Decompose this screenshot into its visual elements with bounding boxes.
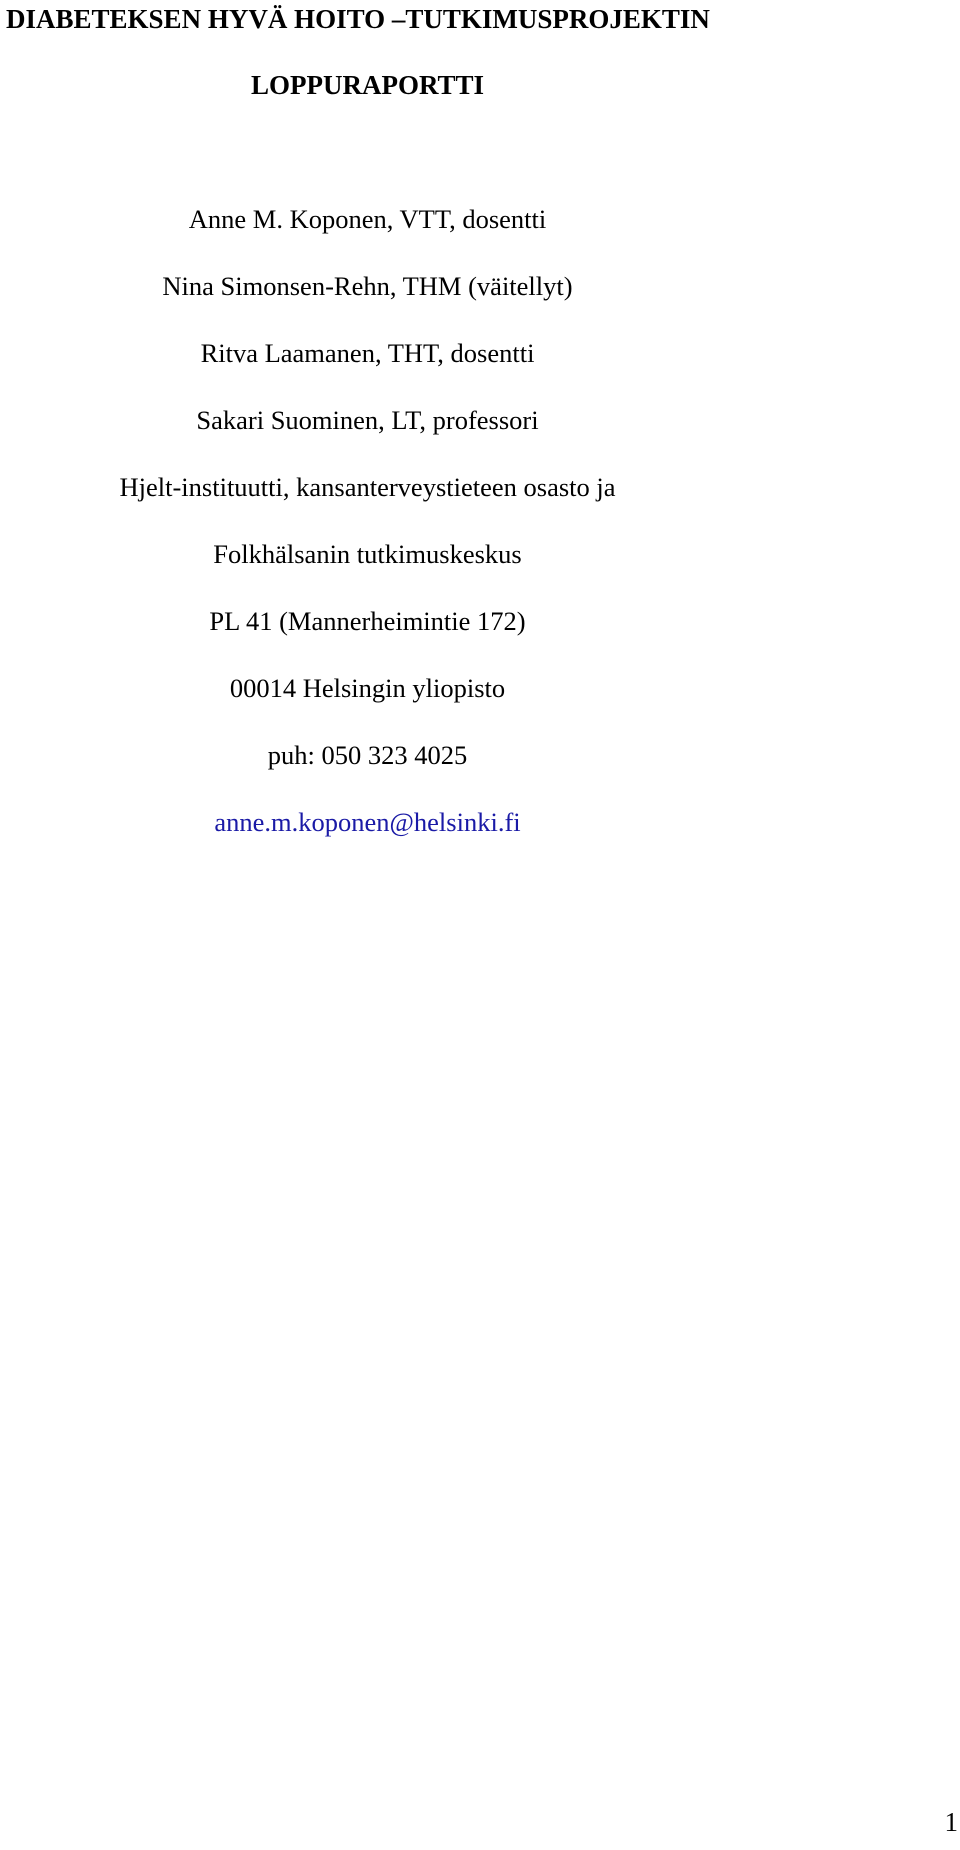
affiliation-line: Hjelt-instituutti, kansanterveystieteen osasto ja — [119, 472, 616, 502]
document-title-line-2: LOPPURAPORTTI — [250, 70, 485, 100]
page-number: 1 — [944, 1807, 958, 1837]
address-line: PL 41 (Mannerheimintie 172) — [209, 606, 526, 636]
author-line: Nina Simonsen-Rehn, THM (väitellyt) — [162, 271, 573, 301]
phone-line: puh: 050 323 4025 — [267, 740, 468, 770]
affiliation-line: Folkhälsanin tutkimuskeskus — [213, 539, 522, 569]
email-link[interactable]: anne.m.koponen@helsinki.fi — [214, 807, 521, 837]
author-line: Sakari Suominen, LT, professori — [196, 405, 539, 435]
author-line: Anne M. Koponen, VTT, dosentti — [188, 204, 547, 234]
author-line: Ritva Laamanen, THT, dosentti — [200, 338, 535, 368]
address-line: 00014 Helsingin yliopisto — [229, 673, 506, 703]
document-title-line-1: DIABETEKSEN HYVÄ HOITO –TUTKIMUSPROJEKTIN — [6, 4, 710, 34]
